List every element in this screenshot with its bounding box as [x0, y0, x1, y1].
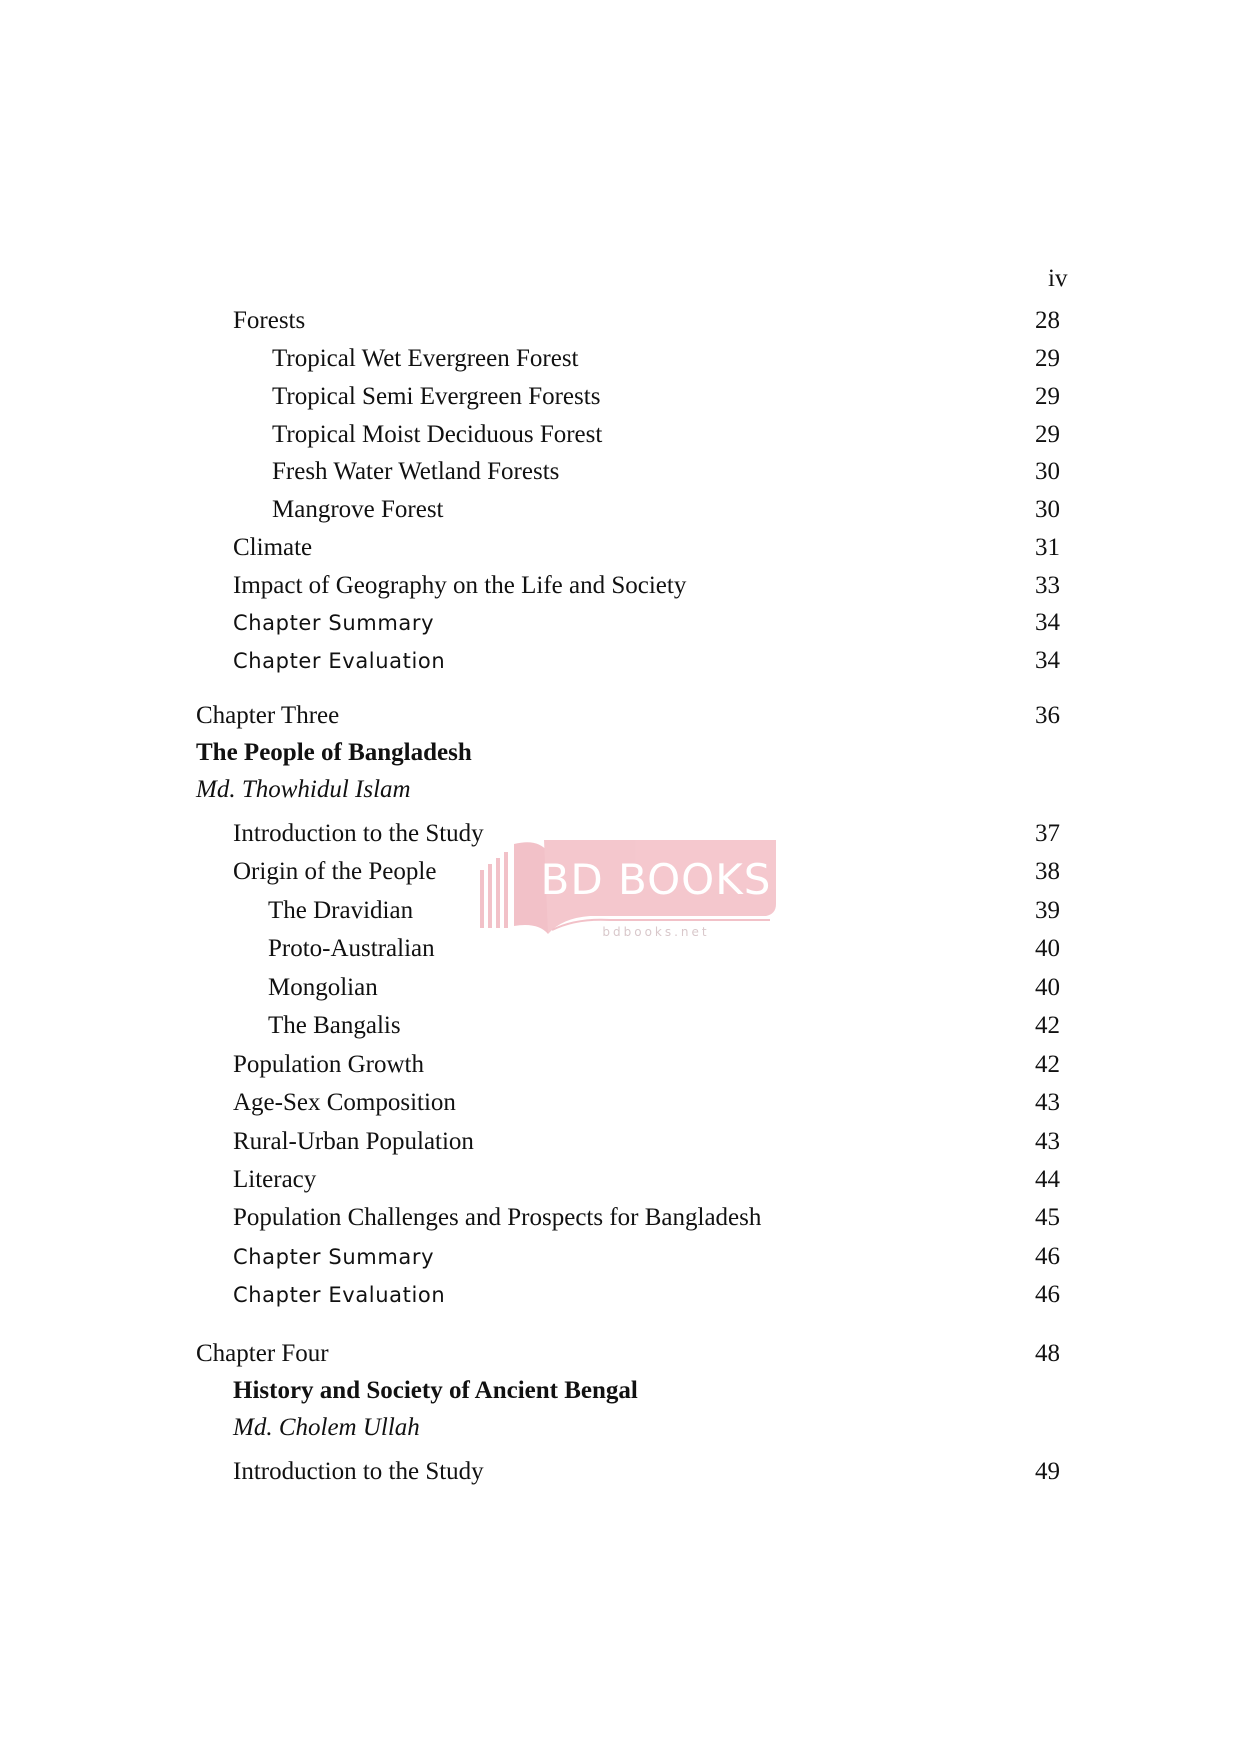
toc-entry-page: 37: [1035, 820, 1060, 847]
toc-entry: [196, 1161, 1060, 1199]
toc-entry: [196, 1046, 1060, 1084]
toc-entry-label: Chapter Summary: [233, 611, 435, 635]
toc-entry-page: 30: [1035, 458, 1060, 485]
toc-entry-page: 28: [1035, 307, 1060, 334]
toc-entry-label: Mangrove Forest: [272, 496, 444, 523]
watermark-site: bdbooks.net: [602, 925, 710, 939]
toc-entry-label: Tropical Moist Deciduous Forest: [272, 421, 603, 448]
toc-entry-page: 38: [1035, 858, 1060, 885]
toc-entry: [196, 642, 1060, 680]
toc-entry: [196, 1238, 1060, 1276]
toc-entry-label: Impact of Geography on the Life and Society: [233, 572, 687, 599]
toc-entry-page: 31: [1035, 534, 1060, 561]
toc-entry-label: The People of Bangladesh: [196, 739, 472, 766]
toc-entry-label: Introduction to the Study: [233, 820, 484, 847]
toc-entry-label: Literacy: [233, 1166, 317, 1193]
toc-entry-label: Age-Sex Composition: [233, 1089, 456, 1116]
toc-entry-label: Chapter Summary: [233, 1245, 435, 1269]
toc-chapter-heading: [196, 697, 1060, 735]
toc-entry-page: 45: [1035, 1204, 1060, 1231]
toc-entry-page: 30: [1035, 496, 1060, 523]
toc-entry-label: Tropical Wet Evergreen Forest: [272, 345, 579, 372]
toc-entry-page: 42: [1035, 1012, 1060, 1039]
toc-entry-label: The Bangalis: [268, 1012, 401, 1039]
toc-entry-label: Introduction to the Study: [233, 1458, 484, 1485]
toc-entry-label: Chapter Three: [196, 702, 340, 729]
toc-entry: [196, 604, 1060, 642]
toc-entry-label: Md. Thowhidul Islam: [196, 776, 411, 803]
toc-entry-page: 40: [1035, 974, 1060, 1001]
toc-entry-label: Population Growth: [233, 1051, 424, 1078]
toc-entry-label: Chapter Evaluation: [233, 1283, 446, 1307]
toc-entry-label: Md. Cholem Ullah: [233, 1414, 420, 1441]
toc-chapter-author: [196, 1409, 1060, 1447]
toc-entry-label: Rural-Urban Population: [233, 1128, 474, 1155]
toc-entry: [196, 302, 1060, 340]
toc-chapter-heading: [196, 1335, 1060, 1373]
toc-entry-label: Fresh Water Wetland Forests: [272, 458, 560, 485]
toc-entry: [196, 567, 1060, 605]
toc-entry-label: Population Challenges and Prospects for Bangladesh: [233, 1204, 762, 1231]
toc-entry-page: 29: [1035, 421, 1060, 448]
toc-entry-label: Chapter Four: [196, 1340, 329, 1367]
toc-entry-page: 43: [1035, 1089, 1060, 1116]
toc-entry: [196, 1123, 1060, 1161]
toc-entry-page: 44: [1035, 1166, 1060, 1193]
toc-entry-page: 48: [1035, 1340, 1060, 1367]
toc-entry-page: 34: [1035, 609, 1060, 636]
page-number: iv: [1048, 265, 1068, 292]
toc-entry: [196, 1453, 1060, 1491]
toc-entry-page: 42: [1035, 1051, 1060, 1078]
toc-entry-page: 49: [1035, 1458, 1060, 1485]
toc-entry-page: 29: [1035, 383, 1060, 410]
toc-entry-page: 40: [1035, 935, 1060, 962]
toc-entry-label: Climate: [233, 534, 313, 561]
toc-chapter-title: [196, 1372, 1060, 1410]
toc-entry: [196, 1007, 1060, 1045]
toc-entry: [196, 1084, 1060, 1122]
toc-entry-label: Origin of the People: [233, 858, 437, 885]
toc-entry: [196, 1199, 1060, 1237]
watermark-brand: BD BOOKS: [540, 855, 772, 904]
toc-entry-label: History and Society of Ancient Bengal: [233, 1377, 638, 1404]
toc-entry: [196, 378, 1060, 416]
toc-entry-page: 36: [1035, 702, 1060, 729]
toc-entry-label: Tropical Semi Evergreen Forests: [272, 383, 601, 410]
book-icon: [480, 838, 780, 940]
toc-entry-page: 46: [1035, 1243, 1060, 1270]
bd-books-watermark-logo: [480, 838, 780, 940]
toc-chapter-author: [196, 771, 1060, 809]
toc-entry: [196, 529, 1060, 567]
toc-entry: [196, 416, 1060, 454]
toc-entry: [196, 340, 1060, 378]
toc-entry-page: 43: [1035, 1128, 1060, 1155]
toc-entry: [196, 453, 1060, 491]
toc-entry-label: Chapter Evaluation: [233, 649, 446, 673]
toc-entry-page: 29: [1035, 345, 1060, 372]
toc-entry-page: 33: [1035, 572, 1060, 599]
toc-chapter-title: [196, 734, 1060, 772]
toc-entry-page: 39: [1035, 897, 1060, 924]
toc-entry: [196, 1276, 1060, 1314]
toc-entry-page: 46: [1035, 1281, 1060, 1308]
toc-entry-page: 34: [1035, 647, 1060, 674]
toc-entry: [196, 969, 1060, 1007]
toc-entry-label: Forests: [233, 307, 306, 334]
toc-entry-label: The Dravidian: [268, 897, 414, 924]
toc-entry: [196, 491, 1060, 529]
toc-entry-label: Proto-Australian: [268, 935, 435, 962]
toc-entry-label: Mongolian: [268, 974, 378, 1001]
